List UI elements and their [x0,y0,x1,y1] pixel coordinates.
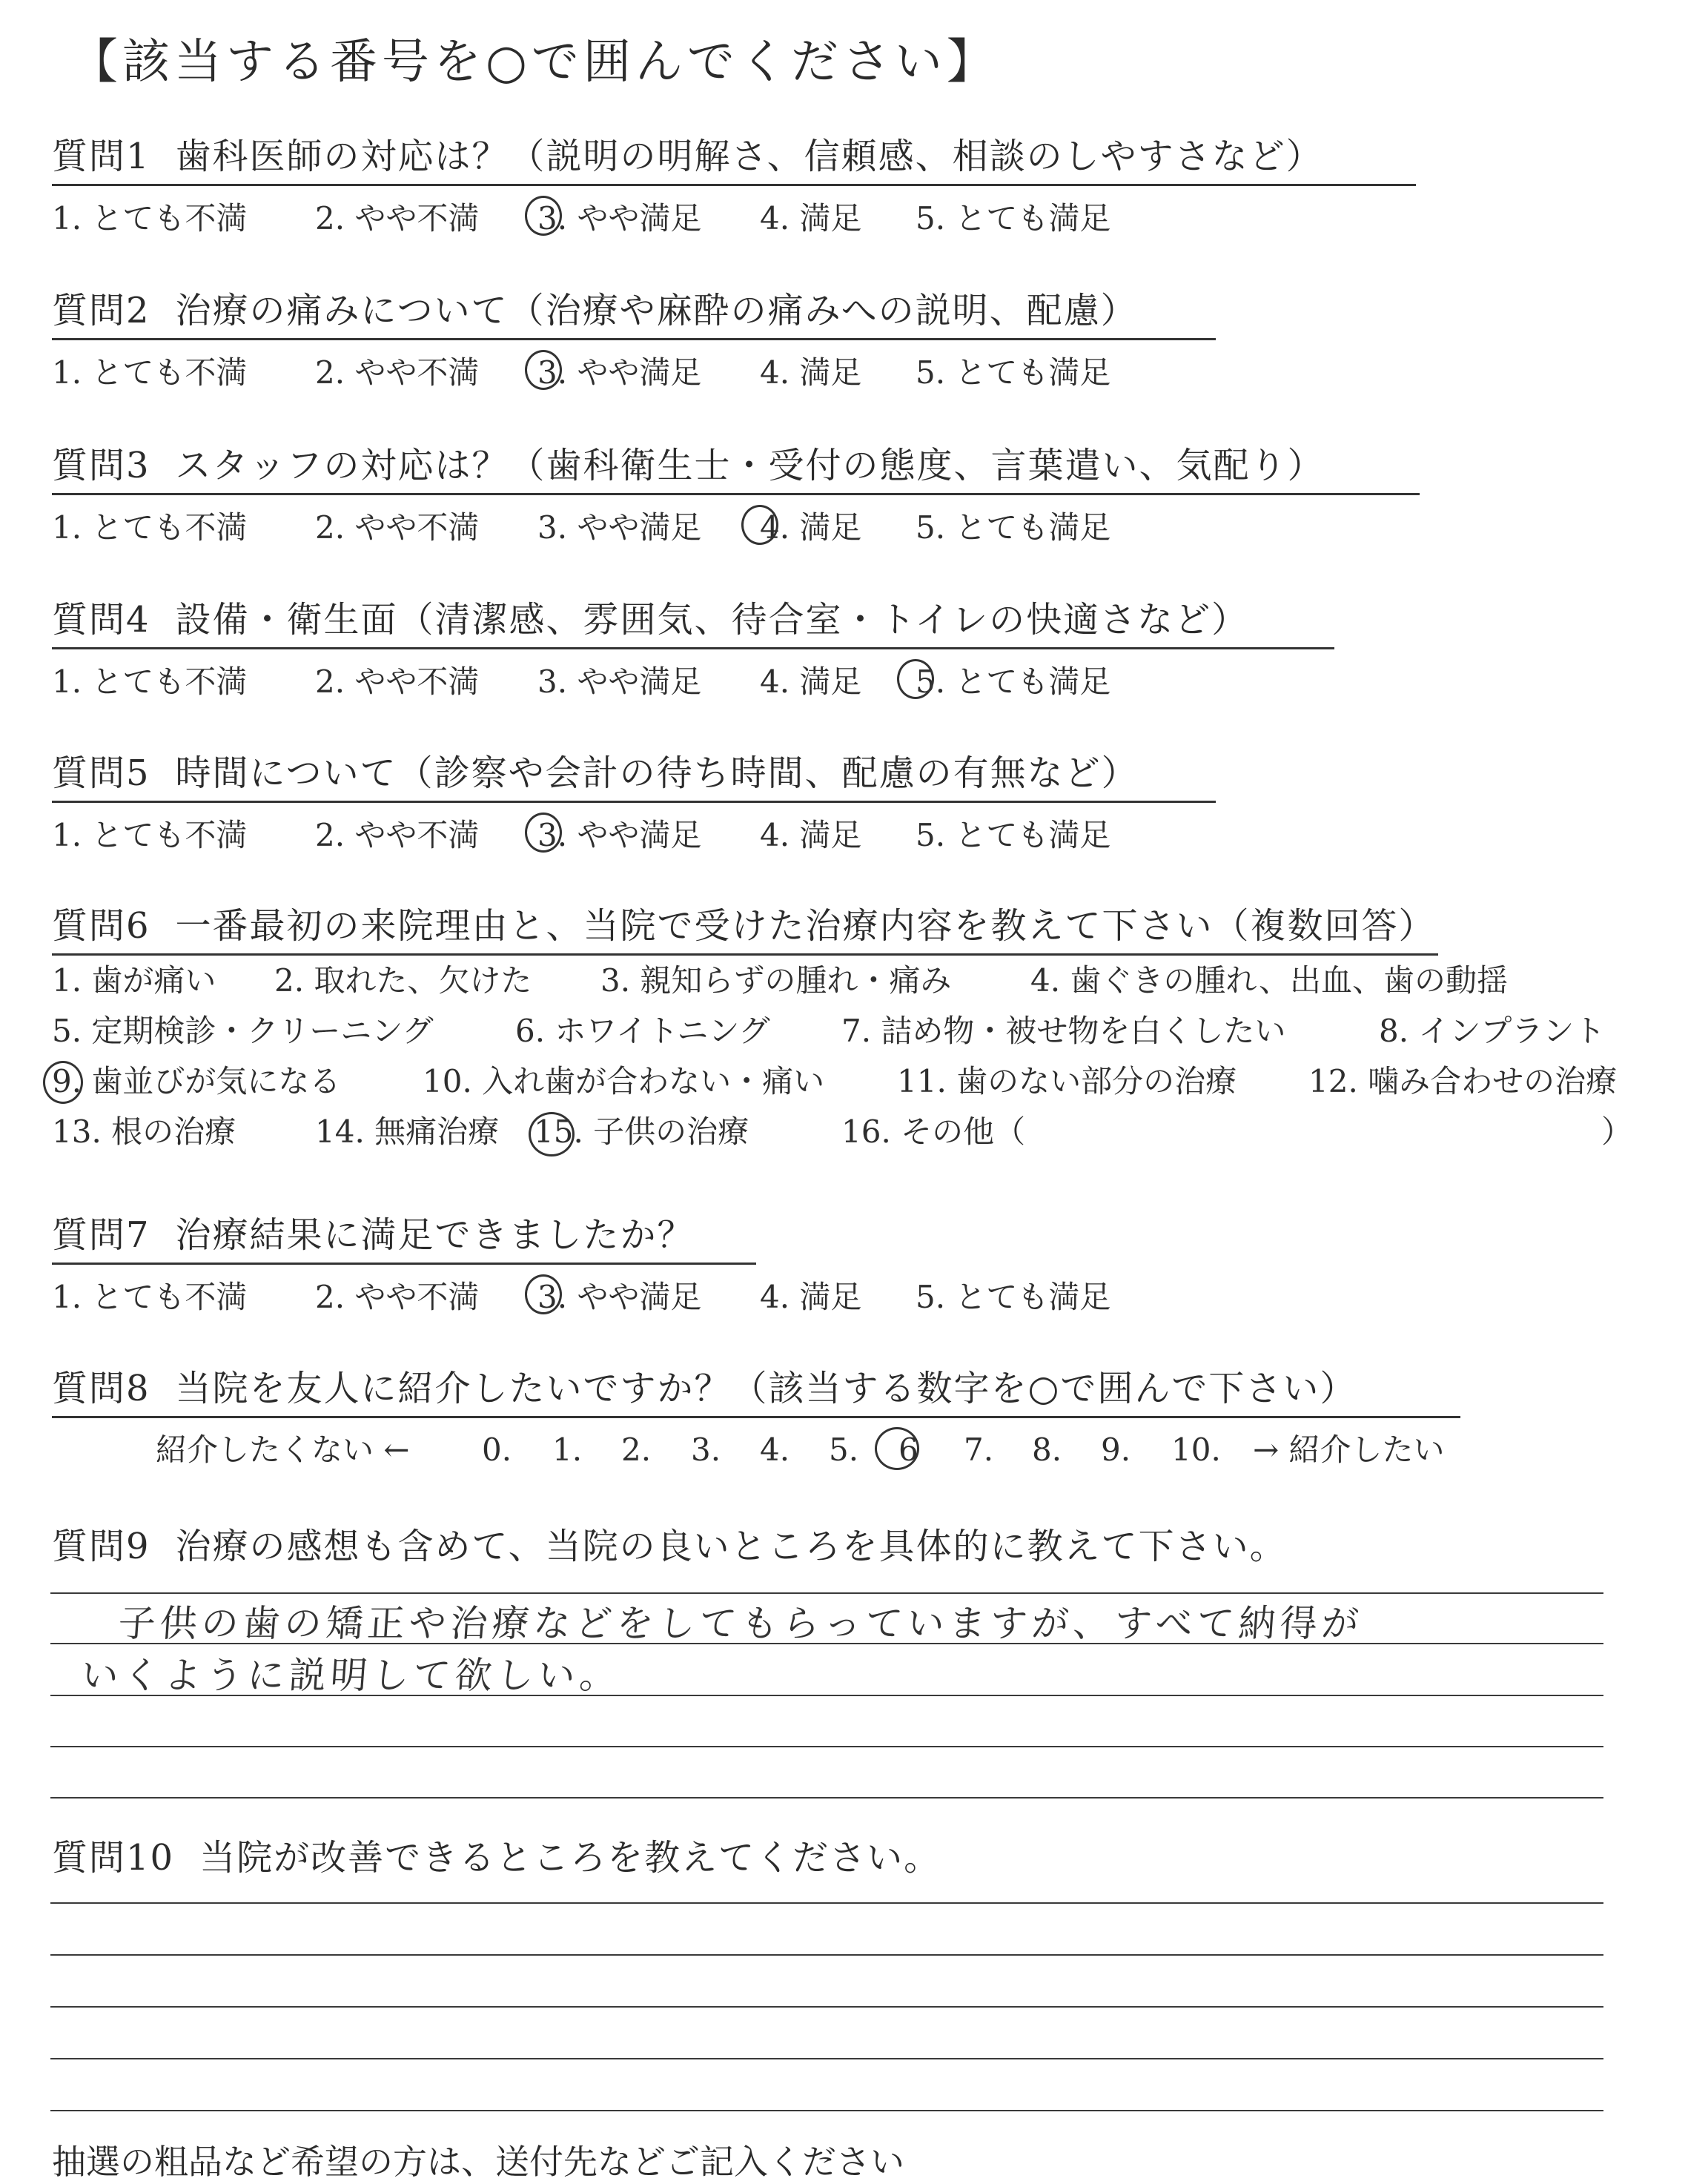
q8-num-6[interactable]: 6 [898,1432,918,1468]
q6-option-13[interactable]: 13. 根の治療 [52,1113,236,1150]
q6-number: 質問6 [52,905,150,947]
q7-circle [525,1274,562,1314]
q8-num-3[interactable]: 3. [691,1432,721,1468]
q6-option-12[interactable]: 12. 噛み合わせの治療 [1308,1063,1618,1099]
q9-line-5 [50,1797,1603,1799]
q8-num-2[interactable]: 2. [621,1432,652,1468]
q1-number: 質問1 [52,136,150,177]
q8-num-10[interactable]: 10. [1171,1432,1221,1468]
q5-option-2[interactable]: 2. やや不満 [315,817,480,853]
q9-answer-line-1[interactable]: 子供の歯の矯正や治療などをしてもらっていますが、すべて納得が [116,1602,1365,1645]
q4-number: 質問4 [52,599,150,641]
q3-option-5[interactable]: 5. とても満足 [916,509,1111,546]
q8-circle [875,1427,919,1470]
q10-text: 当院が改善できるところを教えてください。 [199,1837,941,1879]
q9-text: 治療の感想も含めて、当院の良いところを具体的に教えて下さい。 [175,1526,1287,1567]
q8-num-4[interactable]: 4. [760,1432,790,1468]
q4-option-4[interactable]: 4. 満足 [760,664,862,700]
q6-option-2[interactable]: 2. 取れた、欠けた [274,962,532,999]
q4-option-1[interactable]: 1. とても不満 [52,664,248,700]
q4-option-2[interactable]: 2. やや不満 [315,664,480,700]
q1-option-4[interactable]: 4. 満足 [760,200,862,236]
q3-title [52,443,1420,495]
q10-line-3 [50,2006,1603,2008]
q9-title [52,1523,1287,1574]
q7-option-1[interactable]: 1. とても不満 [52,1279,248,1315]
q6-title [52,903,1438,956]
footer-note: 抽選の粗品など希望の方は、送付先などご記入ください [52,2142,904,2182]
q7-option-3[interactable]: 3. やや満足 [537,1279,702,1315]
q5-option-5[interactable]: 5. とても満足 [916,817,1111,853]
q6-option-14[interactable]: 14. 無痛治療 [315,1113,500,1150]
q8-title [52,1366,1460,1418]
q7-option-4[interactable]: 4. 満足 [760,1279,862,1315]
q8-num-5[interactable]: 5. [829,1432,859,1468]
q6-text: 一番最初の来院理由と、当院で受けた治療内容を教えて下さい（複数回答） [175,905,1436,947]
q5-text: 時間について（診察や会計の待ち時間、配慮の有無など） [175,752,1139,794]
q3-option-1[interactable]: 1. とても不満 [52,509,248,546]
q1-option-1[interactable]: 1. とても不満 [52,200,248,236]
q8-right-label: → 紹介したい [1253,1432,1445,1468]
q3-option-2[interactable]: 2. やや不満 [315,509,480,546]
q7-title [52,1212,756,1265]
q3-number: 質問3 [52,445,150,486]
q8-num-0[interactable]: 0. [482,1432,512,1468]
q7-option-5[interactable]: 5. とても満足 [916,1279,1111,1315]
q6-option-16[interactable]: 16. その他（ [841,1113,1026,1150]
q7-option-2[interactable]: 2. やや不満 [315,1279,480,1315]
q2-option-1[interactable]: 1. とても不満 [52,354,248,391]
q6-option-5[interactable]: 5. 定期検診・クリーニング [52,1013,434,1049]
q3-option-3[interactable]: 3. やや満足 [537,509,702,546]
q8-num-9[interactable]: 9. [1101,1432,1131,1468]
q5-option-3[interactable]: 3. やや満足 [537,817,702,853]
q6-option-3[interactable]: 3. 親知らずの腫れ・痛み [600,962,952,999]
q2-option-3[interactable]: 3. やや満足 [537,354,702,391]
q5-number: 質問5 [52,752,150,794]
q10-number: 質問10 [52,1837,175,1879]
q8-text: 当院を友人に紹介したいですか？（該当する数字を○で囲んで下さい） [175,1368,1357,1409]
q4-circle [897,659,934,699]
q10-title [52,1835,941,1885]
q3-circle [741,505,778,545]
q10-line-2 [50,1954,1603,1956]
q1-option-3[interactable]: 3. やや満足 [537,200,702,236]
q2-text: 治療の痛みについて（治療や麻酔の痛みへの説明、配慮） [175,290,1138,331]
q9-line-4 [50,1746,1603,1747]
q1-text: 歯科医師の対応は？（説明の明解さ、信頼感、相談のしやすさなど） [175,136,1323,177]
q4-option-5[interactable]: 5. とても満足 [916,664,1111,700]
q5-circle [525,813,562,853]
q9-number: 質問9 [52,1526,150,1567]
q6-option-11[interactable]: 11. 歯のない部分の治療 [897,1063,1237,1099]
q3-option-4[interactable]: 4. 満足 [760,509,862,546]
q2-title [52,288,1216,340]
q6-option-1[interactable]: 1. 歯が痛い [52,962,216,999]
q10-line-5 [50,2110,1603,2111]
q1-circle [525,196,562,236]
form-title: 【該当する番号を○で囲んでください】 [70,35,999,90]
q4-option-3[interactable]: 3. やや満足 [537,664,702,700]
q6-option-8[interactable]: 8. インプラント [1379,1013,1606,1049]
q5-option-1[interactable]: 1. とても不満 [52,817,248,853]
q6-option-10[interactable]: 10. 入れ歯が合わない・痛い [423,1063,825,1099]
q8-num-7[interactable]: 7. [964,1432,994,1468]
q6-option-16-close: ） [1601,1113,1633,1150]
q6-option-7[interactable]: 7. 詰め物・被せ物を白くしたい [841,1013,1286,1049]
q1-title [52,133,1416,186]
q6-option-9[interactable]: 9. 歯並びが気になる [52,1063,341,1099]
q5-title [52,750,1216,803]
q7-number: 質問7 [52,1214,150,1256]
q10-line-1 [50,1902,1603,1904]
q4-title [52,597,1334,649]
q8-num-1[interactable]: 1. [552,1432,583,1468]
q1-option-2[interactable]: 2. やや不満 [315,200,480,236]
q6-circle-9 [43,1061,83,1104]
q10-line-4 [50,2058,1603,2059]
q6-option-4[interactable]: 4. 歯ぐきの腫れ、出血、歯の動揺 [1030,962,1508,999]
q7-text: 治療結果に満足できましたか？ [175,1214,695,1256]
q9-answer-line-2[interactable]: いくように説明して欲しい。 [79,1654,623,1697]
q8-number: 質問8 [52,1368,150,1409]
q6-option-15[interactable]: 15. 子供の治療 [534,1113,749,1150]
q8-left-label: 紹介したくない ← [156,1432,410,1468]
q2-option-4[interactable]: 4. 満足 [760,354,862,391]
q6-option-6[interactable]: 6. ホワイトニング [515,1013,770,1049]
q6-circle-15 [529,1112,575,1156]
q2-number: 質問2 [52,290,150,331]
q4-text: 設備・衛生面（清潔感、雰囲気、待合室・トイレの快適さなど） [175,599,1249,641]
q1-option-5[interactable]: 5. とても満足 [916,200,1111,236]
q8-num-8[interactable]: 8. [1032,1432,1062,1468]
q5-option-4[interactable]: 4. 満足 [760,817,862,853]
q2-circle [525,350,562,390]
q2-option-5[interactable]: 5. とても満足 [916,354,1111,391]
q3-text: スタッフの対応は？（歯科衛生士・受付の態度、言葉遣い、気配り） [175,445,1325,486]
q2-option-2[interactable]: 2. やや不満 [315,354,480,391]
